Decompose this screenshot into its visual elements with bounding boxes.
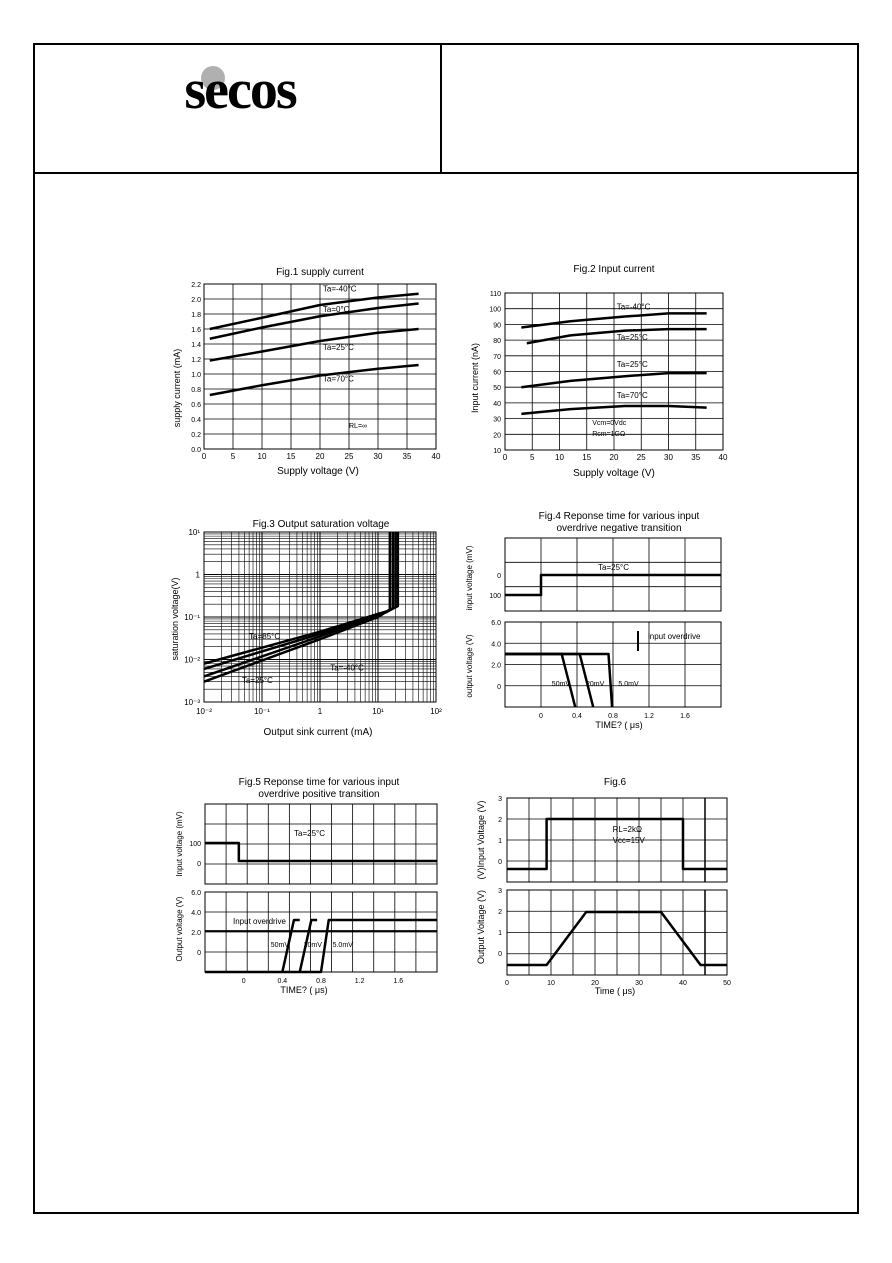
fig6-xtick: 0 (505, 980, 509, 987)
fig2-ytick: 50 (493, 385, 501, 393)
fig5-xtick: 0 (241, 978, 246, 985)
fig6-bottom-ytick: 2 (498, 909, 502, 916)
fig1-xtick: 25 (344, 452, 354, 461)
fig3-xtick: 10⁻¹ (254, 707, 270, 716)
fig4-response-negative (460, 506, 750, 738)
fig4-xtick: 0 (539, 713, 543, 720)
fig2-ytick: 30 (493, 416, 501, 424)
fig1-xlabel: Supply voltage (V) (277, 466, 359, 477)
fig2-xtick: 30 (664, 453, 673, 462)
fig6-xtick: 30 (635, 980, 643, 987)
fig2-label-25b: Ta=25°C (616, 359, 648, 369)
fig6-ylabel-bottom: Output Voltage (V) (476, 889, 486, 965)
fig4-top-ytick: 100 (489, 593, 501, 600)
fig2-ytick: 60 (493, 369, 501, 377)
fig6-label-rl: RL=2kΩ (612, 825, 642, 834)
fig6-timing (472, 772, 752, 1000)
fig2-ytick: 40 (493, 400, 501, 408)
fig5-title-line1: Fig.5 Reponse time for various input (238, 777, 400, 788)
fig5-xtick: 0.4 (277, 978, 288, 985)
fig2-label-vcm: Vcm=0Vdc (592, 419, 627, 427)
fig2-xtick: 0 (502, 453, 508, 462)
fig2-ytick: 80 (493, 338, 501, 346)
fig5-curve-label: 5.0mV (332, 942, 353, 949)
fig1-ytick: 1.6 (191, 327, 201, 334)
fig3-label-25: Ta=25°C (241, 675, 273, 685)
fig1-curve-70 (210, 365, 419, 395)
fig6-top-ytick: 1 (498, 838, 502, 845)
fig4-overdrive-label: input overdrive (648, 632, 701, 641)
fig3-ytick: 1 (195, 570, 200, 580)
fig1-ytick: 2.2 (191, 282, 201, 289)
fig5-curve-label: 20mV (303, 942, 322, 949)
fig3-ylabel: saturation voltage(V) (170, 577, 180, 661)
brand-wordmark: secos (184, 64, 296, 116)
fig5-xtick: 1.2 (354, 978, 365, 985)
fig1-ytick: 1.2 (191, 357, 201, 364)
fig1-ytick: 1.0 (191, 372, 201, 379)
fig5-ylabel-top: Input voltage (mV) (175, 811, 184, 877)
fig2-ytick: 70 (493, 353, 501, 361)
fig6-xtick: 50 (723, 980, 731, 987)
fig3-ytick: 10⁻³ (184, 698, 200, 707)
fig1-xtick: 10 (257, 452, 267, 461)
fig1-xtick: 40 (431, 452, 441, 461)
fig1-xtick: 35 (402, 452, 412, 461)
fig2-label-rcm: Rcm=1GΩ (592, 430, 626, 438)
fig3-xtick: 1 (317, 707, 323, 716)
fig1-label-25: Ta=25°C (322, 343, 354, 352)
fig3-xlabel: Output sink current (mA) (263, 727, 373, 738)
fig2-label-25a: Ta=25°C (616, 333, 648, 343)
fig2-xtick: 35 (691, 453, 701, 462)
fig1-ytick: 0.8 (191, 387, 201, 394)
fig6-xlabel: Time ( μs) (594, 986, 636, 996)
fig6-xtick: 20 (591, 980, 599, 987)
fig5-bottom-ytick: 2.0 (191, 930, 201, 937)
fig2-xtick: 20 (609, 453, 619, 462)
fig4-ta-label: Ta=25°C (598, 563, 629, 572)
fig3-xtick: 10¹ (372, 707, 384, 716)
fig6-top-ytick: 2 (498, 817, 502, 824)
fig2-xlabel: Supply voltage (V) (573, 468, 655, 479)
fig1-label-70: Ta=70°C (322, 374, 354, 384)
fig4-bottom-ytick: 4.0 (491, 641, 501, 649)
fig6-title: Fig.6 (603, 777, 627, 788)
fig5-top-ytick: 100 (189, 841, 201, 848)
fig5-top-ytick: 0 (197, 861, 201, 868)
fig4-ylabel-bottom: output voltage (V) (465, 634, 474, 698)
fig3-ytick: 10⁻² (184, 655, 200, 665)
fig1-ytick: 2.0 (191, 297, 201, 304)
fig5-bottom-ytick: 4.0 (191, 910, 201, 917)
fig2-input-current (466, 258, 751, 483)
fig1-ylabel: supply current (mA) (172, 348, 182, 428)
fig3-ytick: 10¹ (188, 528, 200, 537)
fig3-label-m40: Ta=-40°C (330, 663, 364, 673)
fig2-ylabel: Input current (nA) (470, 342, 480, 414)
fig5-bottom-ytick: 6.0 (191, 890, 201, 897)
fig4-xtick: 0.8 (608, 713, 618, 720)
fig6-bottom-ytick: 0 (498, 951, 502, 958)
fig3-title: Fig.3 Output saturation voltage (252, 519, 390, 530)
header-divider (33, 172, 859, 174)
fig1-ytick: 0.4 (191, 417, 201, 424)
fig5-bottom-ytick: 0 (197, 950, 201, 957)
fig1-label-m40: Ta=-40°C (322, 284, 357, 294)
fig1-xtick: 15 (286, 452, 296, 461)
fig1-ytick: 0.6 (191, 402, 201, 409)
secos-logo (138, 64, 342, 116)
fig5-ylabel-bottom: Output voltage (V) (175, 896, 184, 962)
fig4-xtick: 1.2 (644, 713, 654, 720)
fig6-label-vcc: Vcc=15V (612, 836, 645, 845)
fig4-xtick: 0.4 (572, 713, 582, 720)
fig2-ytick: 90 (493, 322, 501, 330)
fig1-ytick: 1.4 (191, 342, 201, 349)
fig4-bottom-ytick: 0 (497, 683, 501, 691)
fig1-xtick: 0 (201, 452, 207, 461)
fig2-ytick: 10 (493, 448, 501, 455)
fig1-label-0: Ta=0°C (322, 304, 350, 314)
fig4-title-line1: Fig.4 Reponse time for various input (538, 511, 700, 522)
fig4-title-line2: overdrive negative transition (556, 523, 682, 534)
fig3-label-85: Ta=85°C (249, 632, 281, 642)
fig2-label-m40: Ta=-40°C (616, 302, 651, 312)
fig1-curve-25 (210, 329, 419, 361)
fig1-ytick: 1.8 (191, 312, 201, 319)
fig2-xtick: 15 (582, 453, 592, 462)
fig1-ytick: 0.0 (191, 447, 201, 454)
fig6-xtick: 10 (547, 980, 555, 987)
fig2-label-70: Ta=70°C (616, 391, 648, 401)
fig2-xtick: 10 (555, 453, 564, 462)
fig3-output-saturation (168, 512, 453, 742)
fig5-response-positive (172, 774, 452, 999)
fig4-top-ytick: 0 (497, 573, 501, 580)
fig5-xtick: 0.8 (316, 978, 326, 985)
fig5-title-line2: overdrive positive transition (258, 789, 380, 800)
fig6-ylabel-top: (V)Input Voltage (V) (476, 800, 486, 880)
fig5-input-step (205, 843, 437, 861)
fig2-title: Fig.2 Input current (573, 264, 655, 275)
fig3-ytick: 10⁻¹ (184, 613, 200, 622)
fig4-curve-label: 50mV (551, 681, 571, 688)
fig5-overdrive-label: Input overdrive (233, 917, 286, 926)
fig5-xlabel: TIME? ( μs) (280, 985, 328, 995)
fig1-xtick: 5 (230, 452, 236, 461)
fig4-bottom-ytick: 2.0 (491, 662, 501, 670)
header-column-divider (440, 43, 442, 173)
fig5-xtick: 1.6 (393, 978, 404, 985)
fig4-curve-label: 5.0mV (618, 681, 639, 688)
fig3-xtick: 10⁻² (196, 707, 212, 716)
fig4-curve-label: 20mV (586, 681, 605, 688)
fig6-xtick: 40 (679, 980, 687, 987)
fig3-curve-25 (204, 532, 395, 669)
fig1-xtick: 20 (315, 452, 325, 461)
fig4-xtick: 1.6 (680, 713, 690, 720)
fig2-xtick: 5 (530, 453, 535, 462)
fig6-top-ytick: 3 (498, 796, 502, 803)
fig1-ytick: 0.2 (191, 432, 201, 439)
fig2-xtick: 25 (636, 453, 646, 462)
fig6-top-ytick: 0 (498, 859, 502, 866)
fig5-curve-label: 50mV (270, 942, 290, 949)
fig1-supply-current (168, 258, 453, 483)
fig4-ylabel-top: input voltage (mV) (465, 545, 474, 611)
fig2-ytick: 100 (489, 306, 501, 314)
fig4-xlabel: TIME? ( μs) (595, 720, 643, 730)
fig2-ytick: 20 (493, 432, 501, 440)
fig4-curve-20mv (505, 654, 593, 707)
fig1-label-rl: RL=∞ (349, 423, 368, 430)
fig6-bottom-ytick: 3 (498, 888, 502, 895)
fig2-ytick: 110 (489, 291, 501, 298)
fig1-title: Fig.1 supply current (276, 267, 364, 278)
fig4-bottom-ytick: 6.0 (491, 620, 501, 627)
fig3-xtick: 10² (430, 707, 442, 716)
fig5-ta-label: Ta=25°C (294, 829, 325, 838)
fig1-xtick: 30 (373, 452, 383, 461)
fig2-xtick: 40 (718, 453, 728, 462)
fig6-bottom-ytick: 1 (498, 930, 502, 937)
